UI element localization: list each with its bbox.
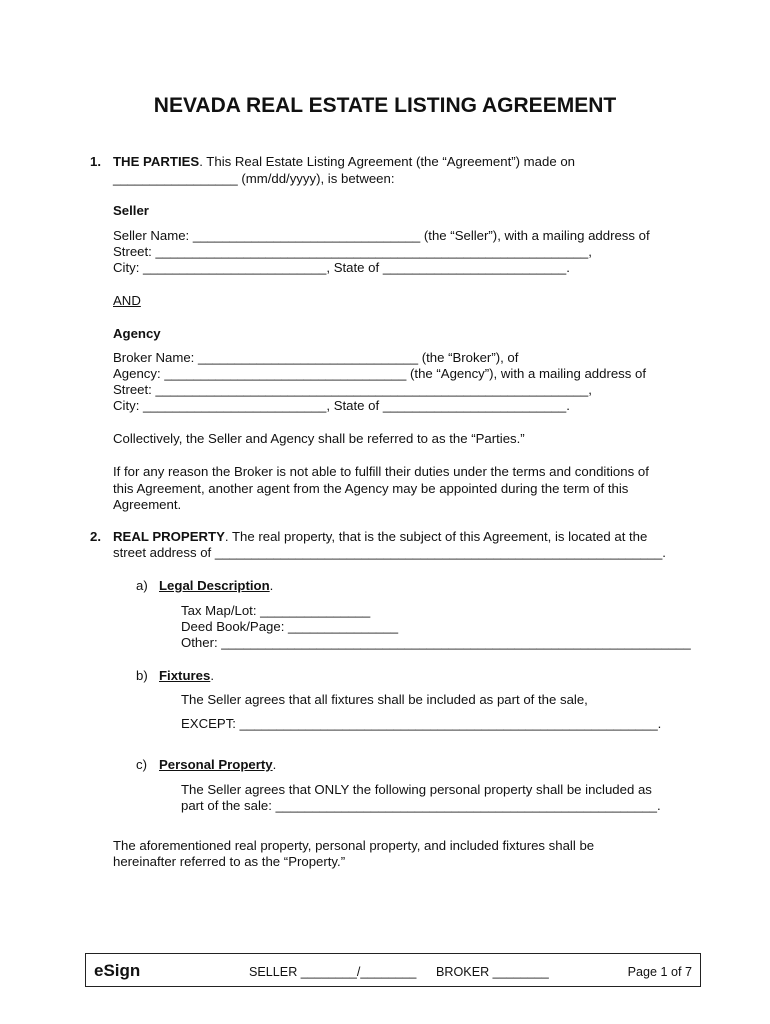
property-definition-line-1: The aforementioned real property, personal property, and included fixtures shall be <box>113 838 595 853</box>
agency-street-line: Street: ___________________________________________________________, <box>113 382 592 397</box>
other-line: Other: ________________________________________________________________ <box>181 635 691 650</box>
section-1-line-1 <box>113 154 575 170</box>
agency-city-line: City: _________________________, State of _________________________. <box>113 398 570 413</box>
seller-heading: Seller <box>113 203 149 218</box>
seller-name-line: Seller Name: _______________________________ (the “Seller”), with a mailing address of <box>113 228 650 243</box>
item-a-label: a) <box>136 578 148 593</box>
document-title: NEVADA REAL ESTATE LISTING AGREEMENT <box>153 94 617 117</box>
section-1-date-line: _________________ (mm/dd/yyyy), is between: <box>113 171 395 186</box>
item-c-label: c) <box>136 757 147 772</box>
broker-initials-field: BROKER ________ <box>436 965 549 979</box>
fixtures-except-line: EXCEPT: _________________________________________________________. <box>181 716 662 731</box>
item-b-heading-line <box>159 668 214 684</box>
legal-description-heading: Legal Description <box>159 578 270 593</box>
deed-book-line: Deed Book/Page: _______________ <box>181 619 399 634</box>
broker-substitute-line-2: this Agreement, another agent from the Agency may be appointed during the term of this <box>113 481 629 496</box>
personal-property-line-2: part of the sale: ____________________________________________________. <box>181 798 661 813</box>
seller-city-line: City: _________________________, State of _________________________. <box>113 260 570 275</box>
section-2-line-1-text: . The real property, that is the subject of this Agreement, is located at the <box>224 529 648 544</box>
page-number: Page 1 of 7 <box>627 965 692 979</box>
page-footer <box>85 953 701 987</box>
section-2-heading: REAL PROPERTY <box>113 529 225 544</box>
property-definition-line-2: hereinafter referred to as the “Property.” <box>113 854 346 869</box>
agency-heading: Agency <box>113 326 161 341</box>
section-1-heading: THE PARTIES <box>113 154 200 169</box>
section-2-line-1 <box>113 529 647 545</box>
tax-map-line: Tax Map/Lot: _______________ <box>181 603 371 618</box>
item-c-heading-line <box>159 757 276 773</box>
street-address-line: street address of _____________________________________________________________. <box>113 545 666 560</box>
section-1-line-1-text: . This Real Estate Listing Agreement (the “Agreement”) made on <box>199 154 576 169</box>
esign-logo: eSign <box>94 961 141 980</box>
personal-property-line-1: The Seller agrees that ONLY the following personal property shall be included as <box>181 782 652 797</box>
fixtures-line-1: The Seller agrees that all fixtures shall be included as part of the sale, <box>181 692 588 707</box>
agency-line: Agency: _________________________________ (the “Agency”), with a mailing address of <box>113 366 647 381</box>
item-a-dot: . <box>269 578 274 593</box>
item-a-heading-line <box>159 578 273 594</box>
item-c-dot: . <box>272 757 277 772</box>
and-separator: AND <box>113 293 141 308</box>
broker-substitute-line-1: If for any reason the Broker is not able to fulfill their duties under the terms and conditions of <box>113 464 649 479</box>
section-1-number: 1. <box>90 154 101 169</box>
seller-street-line: Street: ___________________________________________________________, <box>113 244 592 259</box>
seller-initials-field: SELLER ________/________ <box>249 965 417 979</box>
broker-substitute-line-3: Agreement. <box>113 497 182 512</box>
personal-property-heading: Personal Property <box>159 757 273 772</box>
section-2-number: 2. <box>90 529 101 544</box>
collectively-paragraph: Collectively, the Seller and Agency shall be referred to as the “Parties.” <box>113 431 525 446</box>
item-b-label: b) <box>136 668 148 683</box>
item-b-dot: . <box>210 668 214 683</box>
broker-name-line: Broker Name: ______________________________ (the “Broker”), of <box>113 350 519 365</box>
fixtures-heading: Fixtures <box>159 668 211 683</box>
